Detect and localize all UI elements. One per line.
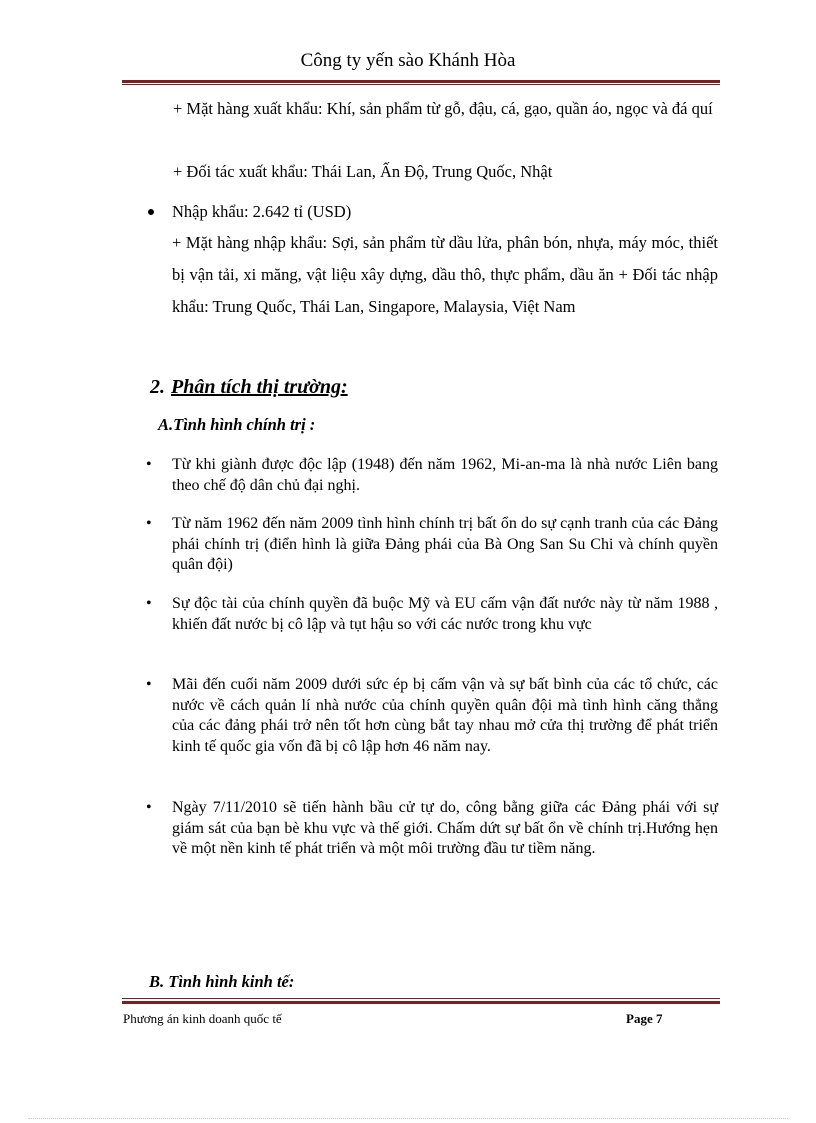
header-rule-thin xyxy=(122,84,720,85)
section-heading xyxy=(150,376,348,399)
section-number: 2. xyxy=(150,376,165,398)
header-rule-thick xyxy=(122,80,720,83)
bullet-icon: • xyxy=(146,515,152,532)
footer-rule-thin xyxy=(122,998,720,999)
export-partners-line: + Đối tác xuất khẩu: Thái Lan, Ấn Độ, Trung Quốc, Nhật xyxy=(173,162,553,181)
bullet-icon: • xyxy=(146,799,152,816)
bullet-icon: • xyxy=(146,676,152,693)
subsection-a-title: A.Tình hình chính trị : xyxy=(158,415,316,434)
political-item: Từ khi giành được độc lập (1948) đến năm 1962, Mi-an-ma là nhà nước Liên bang theo chế độ dân chủ đại nghị. xyxy=(172,456,718,494)
political-item: Sự độc tài của chính quyền đã buộc Mỹ và EU cấm vận đất nước này từ năm 1988 , khiến đất nước bị cô lập và tụt hậu so với các nước trong khu vực xyxy=(172,595,718,633)
section-title: Phân tích thị trường: xyxy=(171,376,348,398)
political-item: Ngày 7/11/2010 sẽ tiến hành bầu cử tự do, công bằng giữa các Đảng phái với sự giám sát của bạn bè khu vực và thế giới. Chấm dứt sự bất ổn về chính trị.Hướng hẹn về một nền kinh tế phát triển và một môi trường đầu tư tiềm năng. xyxy=(172,799,718,857)
footer-document-title: Phương án kinh doanh quốc tế xyxy=(123,1011,282,1026)
export-items-line: + Mặt hàng xuất khẩu: Khí, sản phẩm từ gỗ, đậu, cá, gạo, quần áo, ngọc và đá quí xyxy=(173,99,713,118)
page-header-title: Công ty yến sào Khánh Hòa xyxy=(300,50,516,71)
bullet-icon: • xyxy=(146,456,152,473)
bullet-icon: • xyxy=(146,595,152,612)
import-bullet-icon xyxy=(148,209,154,215)
footer-page-number: Page 7 xyxy=(626,1011,663,1026)
political-item: Từ năm 1962 đến năm 2009 tình hình chính trị bất ổn do sự cạnh tranh của các Đảng phái chính trị (điển hình là giữa Đảng phái của Bà Ong San Su Chi và chính quyền quân đội) xyxy=(172,515,718,573)
footer-rule-thick xyxy=(122,1001,720,1004)
subsection-b-title: B. Tình hình kinh tế: xyxy=(149,972,295,991)
import-heading: Nhập khẩu: 2.642 tỉ (USD) xyxy=(172,202,352,221)
page-boundary-divider xyxy=(28,1118,788,1119)
political-item: Mãi đến cuối năm 2009 dưới sức ép bị cấm vận và sự bất bình của các tổ chức, các nước về cách quản lí nhà nước của chính quyền quân đội mà tình hình căng thẳng của các đảng phái trở nên tốt hơn cùng bắt tay nhau mở cửa thị trường để phát triển kinh tế quốc gia vốn đã bị cô lập hơn 46 năm nay. xyxy=(172,676,718,755)
import-details: + Mặt hàng nhập khẩu: Sợi, sản phẩm từ dầu lửa, phân bón, nhựa, máy móc, thiết bị vận tải, xi măng, vật liệu xây dựng, dầu thô, thực phẩm, dầu ăn + Đối tác nhập khẩu: Trung Quốc, Thái Lan, Singapore, Malaysia, Việt Nam xyxy=(172,233,718,316)
